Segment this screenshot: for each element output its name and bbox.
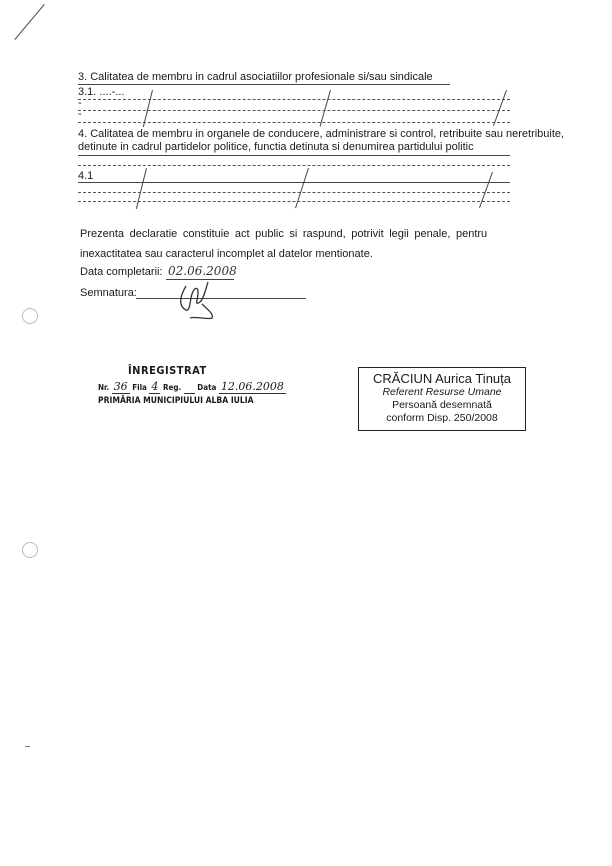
section4-heading-line1: 4. Calitatea de membru in organele de conducere, administrare si control, retribuite sau neretribuite, [78, 128, 565, 140]
certifier-disposition: conform Disp. 250/2008 [386, 412, 498, 424]
certifier-role: Referent Resurse Umane [382, 386, 502, 398]
scan-speck [25, 746, 30, 747]
section4-row-line [78, 201, 510, 202]
certification-stamp [358, 367, 526, 431]
nr-value: 36 [113, 380, 128, 393]
certifier-designation: Persoană desemnată [392, 399, 492, 411]
section4-item: 4.1 [78, 170, 94, 182]
handwritten-signature [172, 276, 220, 322]
section3-row-line [78, 110, 510, 111]
section4-heading-underline [78, 155, 510, 156]
section4-strike-mark [295, 168, 309, 208]
declaration-line1: Prezenta declaratie constituie act public si raspund, potrivit legii penale, pentru [80, 228, 488, 240]
declaration-line2: inexactitatea sau caracterul incomplet al datelor mentionate. [80, 248, 373, 260]
fila-value: 4 [151, 380, 159, 393]
registration-stamp-institution: PRIMĂRIA MUNICIPIULUI ALBA IULIA [98, 396, 254, 406]
section3-dash-1: - [78, 97, 82, 109]
fila-label: Fila [132, 383, 147, 392]
data-label: Data [197, 383, 217, 392]
binder-hole-top [22, 308, 38, 324]
nr-label: Nr. [98, 383, 110, 392]
section4-strike-mark [136, 168, 147, 209]
corner-fold-mark [14, 4, 44, 40]
certifier-name: CRĂCIUN Aurica Tinuța [373, 371, 511, 386]
section4-row-line [78, 192, 510, 193]
section3-row-line [78, 99, 510, 100]
reg-value [184, 380, 195, 394]
data-value: 12.06.2008 [220, 380, 284, 393]
section4-heading-line2: detinute in cadrul partidelor politice, functia detinuta si denumirea partidului politic [78, 141, 474, 153]
section3-dash-2: - [78, 108, 82, 120]
registration-stamp-title: ÎNREGISTRAT [128, 364, 207, 377]
binder-hole-bottom [22, 542, 38, 558]
reg-label: Reg. [162, 383, 182, 392]
section3-heading: 3. Calitatea de membru in cadrul asociatiilor profesionale si/sau sindicale [78, 71, 433, 83]
section4-strike-mark [479, 172, 493, 208]
section3-strike-mark [493, 90, 507, 126]
section4-row-line [78, 165, 510, 166]
date-value: 02.06.2008 [168, 264, 237, 278]
date-label: Data completarii: [80, 266, 163, 278]
registration-stamp-row [98, 380, 286, 394]
signature-label: Semnatura: [80, 287, 137, 299]
signature-line [136, 298, 306, 299]
section3-item: 3.1. ....-... [78, 86, 125, 98]
section3-heading-underline [78, 84, 450, 85]
